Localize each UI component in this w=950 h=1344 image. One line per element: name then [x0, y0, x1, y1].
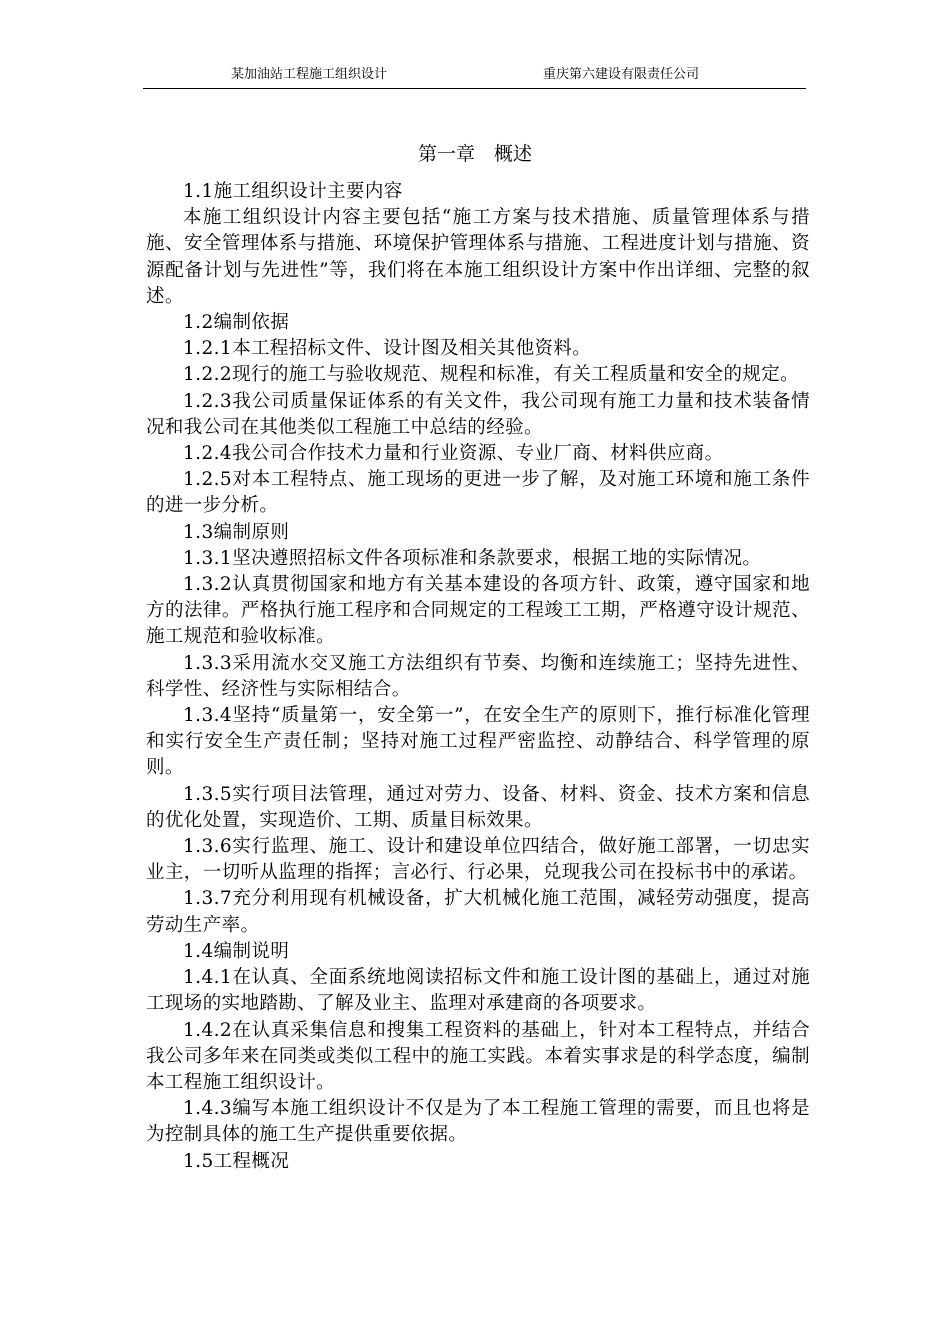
paragraph: 1.4.3编写本施工组织设计不仅是为了本工程施工管理的需要，而且也将是为控制具体的施工生产提供重要依据。 [146, 1098, 810, 1146]
paragraph: 1.3.4坚持“质量第一，安全第一”，在安全生产的原则下，推行标准化管理和实行安全生产责任制；坚持对施工过程严密监控、动静结合、科学管理的原则。 [146, 705, 810, 779]
paragraph: 1.4.1在认真、全面系统地阅读招标文件和施工设计图的基础上，通过对施工现场的实地踏勘、了解及业主、监理对承建商的各项要求。 [146, 967, 810, 1015]
paragraph: 1.3.6实行监理、施工、设计和建设单位四结合，做好施工部署，一切忠实业主，一切听从监理的指挥；言必行、行必果，兑现我公司在投标书中的承诺。 [146, 836, 810, 884]
section-heading: 1.4编制说明 [183, 940, 290, 962]
paragraph: 1.2.1本工程招标文件、设计图及相关其他资料。 [183, 338, 592, 360]
section-heading: 1.1施工组织设计主要内容 [183, 181, 403, 202]
section-heading: 1.5工程概况 [183, 1150, 290, 1172]
paragraph: 1.3.7充分利用现有机械设备，扩大机械化施工范围，减轻劳动强度，提高劳动生产率。 [146, 888, 810, 936]
paragraph: 1.3.1坚决遵照招标文件各项标准和条款要求，根据工地的实际情况。 [183, 547, 762, 569]
section-heading: 1.2编制依据 [183, 312, 290, 334]
header-company-name: 重庆第六建设有限责任公司 [543, 67, 700, 82]
document-body [146, 179, 810, 1175]
header-document-title: 某加油站工程施工组织设计 [231, 67, 388, 82]
paragraph: 1.2.3我公司质量保证体系的有关文件，我公司现有施工力量和技术装备情况和我公司在其他类似工程施工中总结的经验。 [146, 390, 810, 438]
paragraph: 本施工组织设计内容主要包括“施工方案与技术措施、质量管理体系与措施、安全管理体系与措施、环境保护管理体系与措施、工程进度计划与措施、资源配备计划与先进性”等，我们将在本施工组织设计方案中作出详细、完整的叙述。 [146, 207, 810, 307]
section-heading: 1.3编制原则 [183, 521, 290, 543]
paragraph: 1.4.2在认真采集信息和搜集工程资料的基础上，针对本工程特点，并结合我公司多年来在同类或类似工程中的施工实践。本着实事求是的科学态度，编制本工程施工组织设计。 [146, 1019, 810, 1093]
paragraph: 1.2.5对本工程特点、施工现场的更进一步了解，及对施工环境和施工条件的进一步分析。 [146, 469, 810, 517]
paragraph: 1.3.2认真贯彻国家和地方有关基本建设的各项方针、政策，遵守国家和地方的法律。严格执行施工程序和合同规定的工程竣工工期，严格遵守设计规范、施工规范和验收标准。 [146, 574, 810, 648]
paragraph: 1.2.2现行的施工与验收规范、规程和标准，有关工程质量和安全的规定。 [183, 364, 800, 386]
page-header [143, 66, 806, 89]
paragraph: 1.2.4我公司合作技术力量和行业资源、专业厂商、材料供应商。 [183, 443, 724, 465]
paragraph: 1.3.3采用流水交叉施工方法组织有节奏、均衡和连续施工；坚持先进性、科学性、经济性与实际相结合。 [146, 652, 810, 700]
paragraph: 1.3.5实行项目法管理，通过对劳力、设备、材料、资金、技术方案和信息的优化处置，实现造价、工期、质量目标效果。 [146, 783, 810, 831]
chapter-title: 第一章 概述 [417, 143, 532, 165]
